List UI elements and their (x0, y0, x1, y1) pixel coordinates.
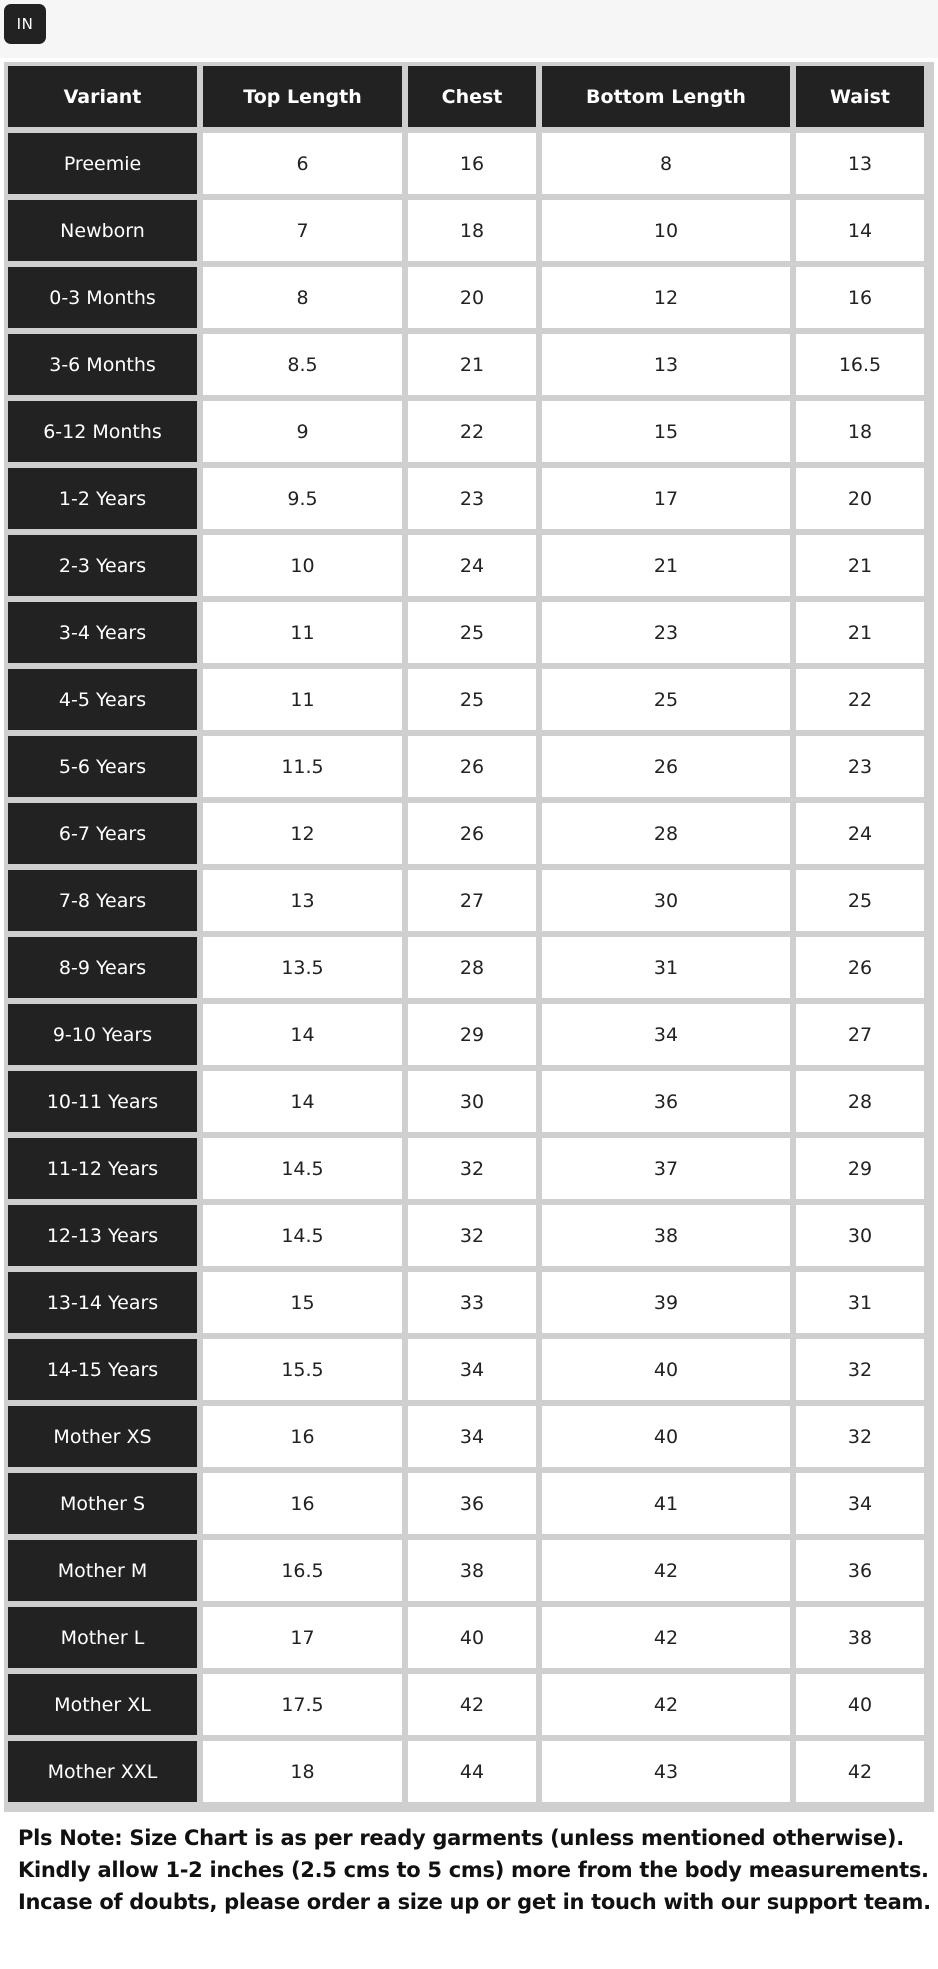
note-line: Kindly allow 1-2 inches (2.5 cms to 5 cms) more from the body measurements. (18, 1858, 929, 1882)
cell-top-length: 14.5 (203, 1205, 402, 1266)
table-row (8, 1071, 924, 1132)
cell-top-length: 11 (203, 669, 402, 730)
table-row (8, 200, 924, 261)
size-chart (4, 62, 934, 1812)
cell-bottom-length: 13 (542, 334, 790, 395)
cell-bottom-length: 30 (542, 870, 790, 931)
cell-variant: 3-6 Months (8, 334, 197, 395)
cell-variant: 11-12 Years (8, 1138, 197, 1199)
cell-chest: 42 (408, 1674, 536, 1735)
cell-variant: Mother XL (8, 1674, 197, 1735)
cell-waist: 32 (796, 1406, 924, 1467)
cell-variant: 12-13 Years (8, 1205, 197, 1266)
cell-variant: 9-10 Years (8, 1004, 197, 1065)
table-row (8, 602, 924, 663)
cell-chest: 29 (408, 1004, 536, 1065)
cell-top-length: 7 (203, 200, 402, 261)
cell-chest: 34 (408, 1339, 536, 1400)
cell-bottom-length: 40 (542, 1406, 790, 1467)
cell-waist: 23 (796, 736, 924, 797)
cell-variant: 6-12 Months (8, 401, 197, 462)
cell-top-length: 16 (203, 1473, 402, 1534)
cell-variant: 10-11 Years (8, 1071, 197, 1132)
table-row (8, 736, 924, 797)
size-note (18, 1822, 930, 1918)
cell-variant: 3-4 Years (8, 602, 197, 663)
cell-waist: 34 (796, 1473, 924, 1534)
cell-bottom-length: 42 (542, 1607, 790, 1668)
cell-waist: 26 (796, 937, 924, 998)
cell-waist: 21 (796, 602, 924, 663)
cell-chest: 40 (408, 1607, 536, 1668)
cell-bottom-length: 21 (542, 535, 790, 596)
cell-waist: 16 (796, 267, 924, 328)
cell-chest: 24 (408, 535, 536, 596)
cell-chest: 26 (408, 803, 536, 864)
cell-variant: 14-15 Years (8, 1339, 197, 1400)
table-row (8, 870, 924, 931)
cell-bottom-length: 10 (542, 200, 790, 261)
cell-bottom-length: 17 (542, 468, 790, 529)
cell-waist: 29 (796, 1138, 924, 1199)
cell-bottom-length: 15 (542, 401, 790, 462)
table-row (8, 535, 924, 596)
cell-top-length: 14 (203, 1004, 402, 1065)
cell-bottom-length: 31 (542, 937, 790, 998)
cell-bottom-length: 26 (542, 736, 790, 797)
cell-variant: 7-8 Years (8, 870, 197, 931)
table-row (8, 1607, 924, 1668)
cell-chest: 33 (408, 1272, 536, 1333)
cell-top-length: 8 (203, 267, 402, 328)
cell-bottom-length: 42 (542, 1674, 790, 1735)
cell-top-length: 9 (203, 401, 402, 462)
cell-waist: 38 (796, 1607, 924, 1668)
cell-waist: 31 (796, 1272, 924, 1333)
cell-chest: 36 (408, 1473, 536, 1534)
table-row (8, 468, 924, 529)
cell-waist: 40 (796, 1674, 924, 1735)
cell-top-length: 18 (203, 1741, 402, 1802)
table-row (8, 1741, 924, 1802)
table-row (8, 334, 924, 395)
cell-variant: 8-9 Years (8, 937, 197, 998)
cell-top-length: 10 (203, 535, 402, 596)
cell-top-length: 15 (203, 1272, 402, 1333)
cell-waist: 36 (796, 1540, 924, 1601)
cell-bottom-length: 38 (542, 1205, 790, 1266)
cell-waist: 30 (796, 1205, 924, 1266)
cell-bottom-length: 28 (542, 803, 790, 864)
cell-bottom-length: 34 (542, 1004, 790, 1065)
cell-top-length: 13 (203, 870, 402, 931)
table-row (8, 1339, 924, 1400)
cell-variant: 2-3 Years (8, 535, 197, 596)
top-bar (0, 0, 938, 58)
table-body (8, 133, 924, 1802)
column-header-chest: Chest (408, 66, 536, 127)
cell-waist: 28 (796, 1071, 924, 1132)
cell-top-length: 16 (203, 1406, 402, 1467)
cell-chest: 26 (408, 736, 536, 797)
cell-bottom-length: 8 (542, 133, 790, 194)
table-row (8, 937, 924, 998)
cell-bottom-length: 41 (542, 1473, 790, 1534)
cell-chest: 16 (408, 133, 536, 194)
table-row (8, 669, 924, 730)
size-table (2, 60, 930, 1808)
cell-top-length: 8.5 (203, 334, 402, 395)
cell-top-length: 17.5 (203, 1674, 402, 1735)
cell-chest: 18 (408, 200, 536, 261)
cell-top-length: 16.5 (203, 1540, 402, 1601)
cell-waist: 13 (796, 133, 924, 194)
cell-variant: 13-14 Years (8, 1272, 197, 1333)
cell-bottom-length: 43 (542, 1741, 790, 1802)
cell-waist: 22 (796, 669, 924, 730)
cell-top-length: 6 (203, 133, 402, 194)
table-row (8, 401, 924, 462)
cell-top-length: 14 (203, 1071, 402, 1132)
cell-waist: 21 (796, 535, 924, 596)
cell-chest: 20 (408, 267, 536, 328)
cell-bottom-length: 12 (542, 267, 790, 328)
cell-variant: 1-2 Years (8, 468, 197, 529)
cell-chest: 32 (408, 1138, 536, 1199)
cell-bottom-length: 40 (542, 1339, 790, 1400)
cell-chest: 38 (408, 1540, 536, 1601)
cell-bottom-length: 23 (542, 602, 790, 663)
table-row (8, 803, 924, 864)
cell-chest: 25 (408, 669, 536, 730)
cell-variant: Preemie (8, 133, 197, 194)
cell-chest: 44 (408, 1741, 536, 1802)
cell-chest: 23 (408, 468, 536, 529)
unit-toggle-button[interactable]: IN (4, 4, 46, 44)
cell-variant: 5-6 Years (8, 736, 197, 797)
cell-top-length: 9.5 (203, 468, 402, 529)
cell-chest: 25 (408, 602, 536, 663)
cell-variant: 0-3 Months (8, 267, 197, 328)
cell-bottom-length: 25 (542, 669, 790, 730)
cell-bottom-length: 36 (542, 1071, 790, 1132)
cell-variant: Mother XXL (8, 1741, 197, 1802)
column-header-bottom-length: Bottom Length (542, 66, 790, 127)
cell-waist: 42 (796, 1741, 924, 1802)
cell-variant: Mother L (8, 1607, 197, 1668)
cell-bottom-length: 37 (542, 1138, 790, 1199)
cell-waist: 14 (796, 200, 924, 261)
cell-top-length: 15.5 (203, 1339, 402, 1400)
cell-top-length: 11 (203, 602, 402, 663)
cell-variant: 4-5 Years (8, 669, 197, 730)
table-row (8, 267, 924, 328)
cell-variant: Mother M (8, 1540, 197, 1601)
cell-bottom-length: 42 (542, 1540, 790, 1601)
note-line: Incase of doubts, please order a size up or get in touch with our support team. (18, 1890, 931, 1914)
cell-chest: 28 (408, 937, 536, 998)
cell-chest: 34 (408, 1406, 536, 1467)
cell-top-length: 12 (203, 803, 402, 864)
cell-bottom-length: 39 (542, 1272, 790, 1333)
column-header-top-length: Top Length (203, 66, 402, 127)
table-row (8, 1540, 924, 1601)
cell-waist: 25 (796, 870, 924, 931)
cell-top-length: 13.5 (203, 937, 402, 998)
cell-chest: 30 (408, 1071, 536, 1132)
cell-chest: 32 (408, 1205, 536, 1266)
cell-top-length: 17 (203, 1607, 402, 1668)
cell-chest: 27 (408, 870, 536, 931)
cell-chest: 22 (408, 401, 536, 462)
cell-variant: Newborn (8, 200, 197, 261)
cell-chest: 21 (408, 334, 536, 395)
table-row (8, 1674, 924, 1735)
cell-variant: 6-7 Years (8, 803, 197, 864)
cell-waist: 18 (796, 401, 924, 462)
table-row (8, 133, 924, 194)
table-row (8, 1004, 924, 1065)
table-row (8, 1272, 924, 1333)
cell-waist: 24 (796, 803, 924, 864)
table-row (8, 1138, 924, 1199)
cell-top-length: 11.5 (203, 736, 402, 797)
column-header-variant: Variant (8, 66, 197, 127)
cell-variant: Mother XS (8, 1406, 197, 1467)
cell-top-length: 14.5 (203, 1138, 402, 1199)
table-row (8, 1406, 924, 1467)
cell-waist: 27 (796, 1004, 924, 1065)
table-row (8, 1473, 924, 1534)
cell-waist: 32 (796, 1339, 924, 1400)
cell-variant: Mother S (8, 1473, 197, 1534)
table-row (8, 1205, 924, 1266)
note-line: Pls Note: Size Chart is as per ready garments (unless mentioned otherwise). (18, 1826, 904, 1850)
cell-waist: 16.5 (796, 334, 924, 395)
table-header-row (8, 66, 924, 127)
cell-waist: 20 (796, 468, 924, 529)
column-header-waist: Waist (796, 66, 924, 127)
